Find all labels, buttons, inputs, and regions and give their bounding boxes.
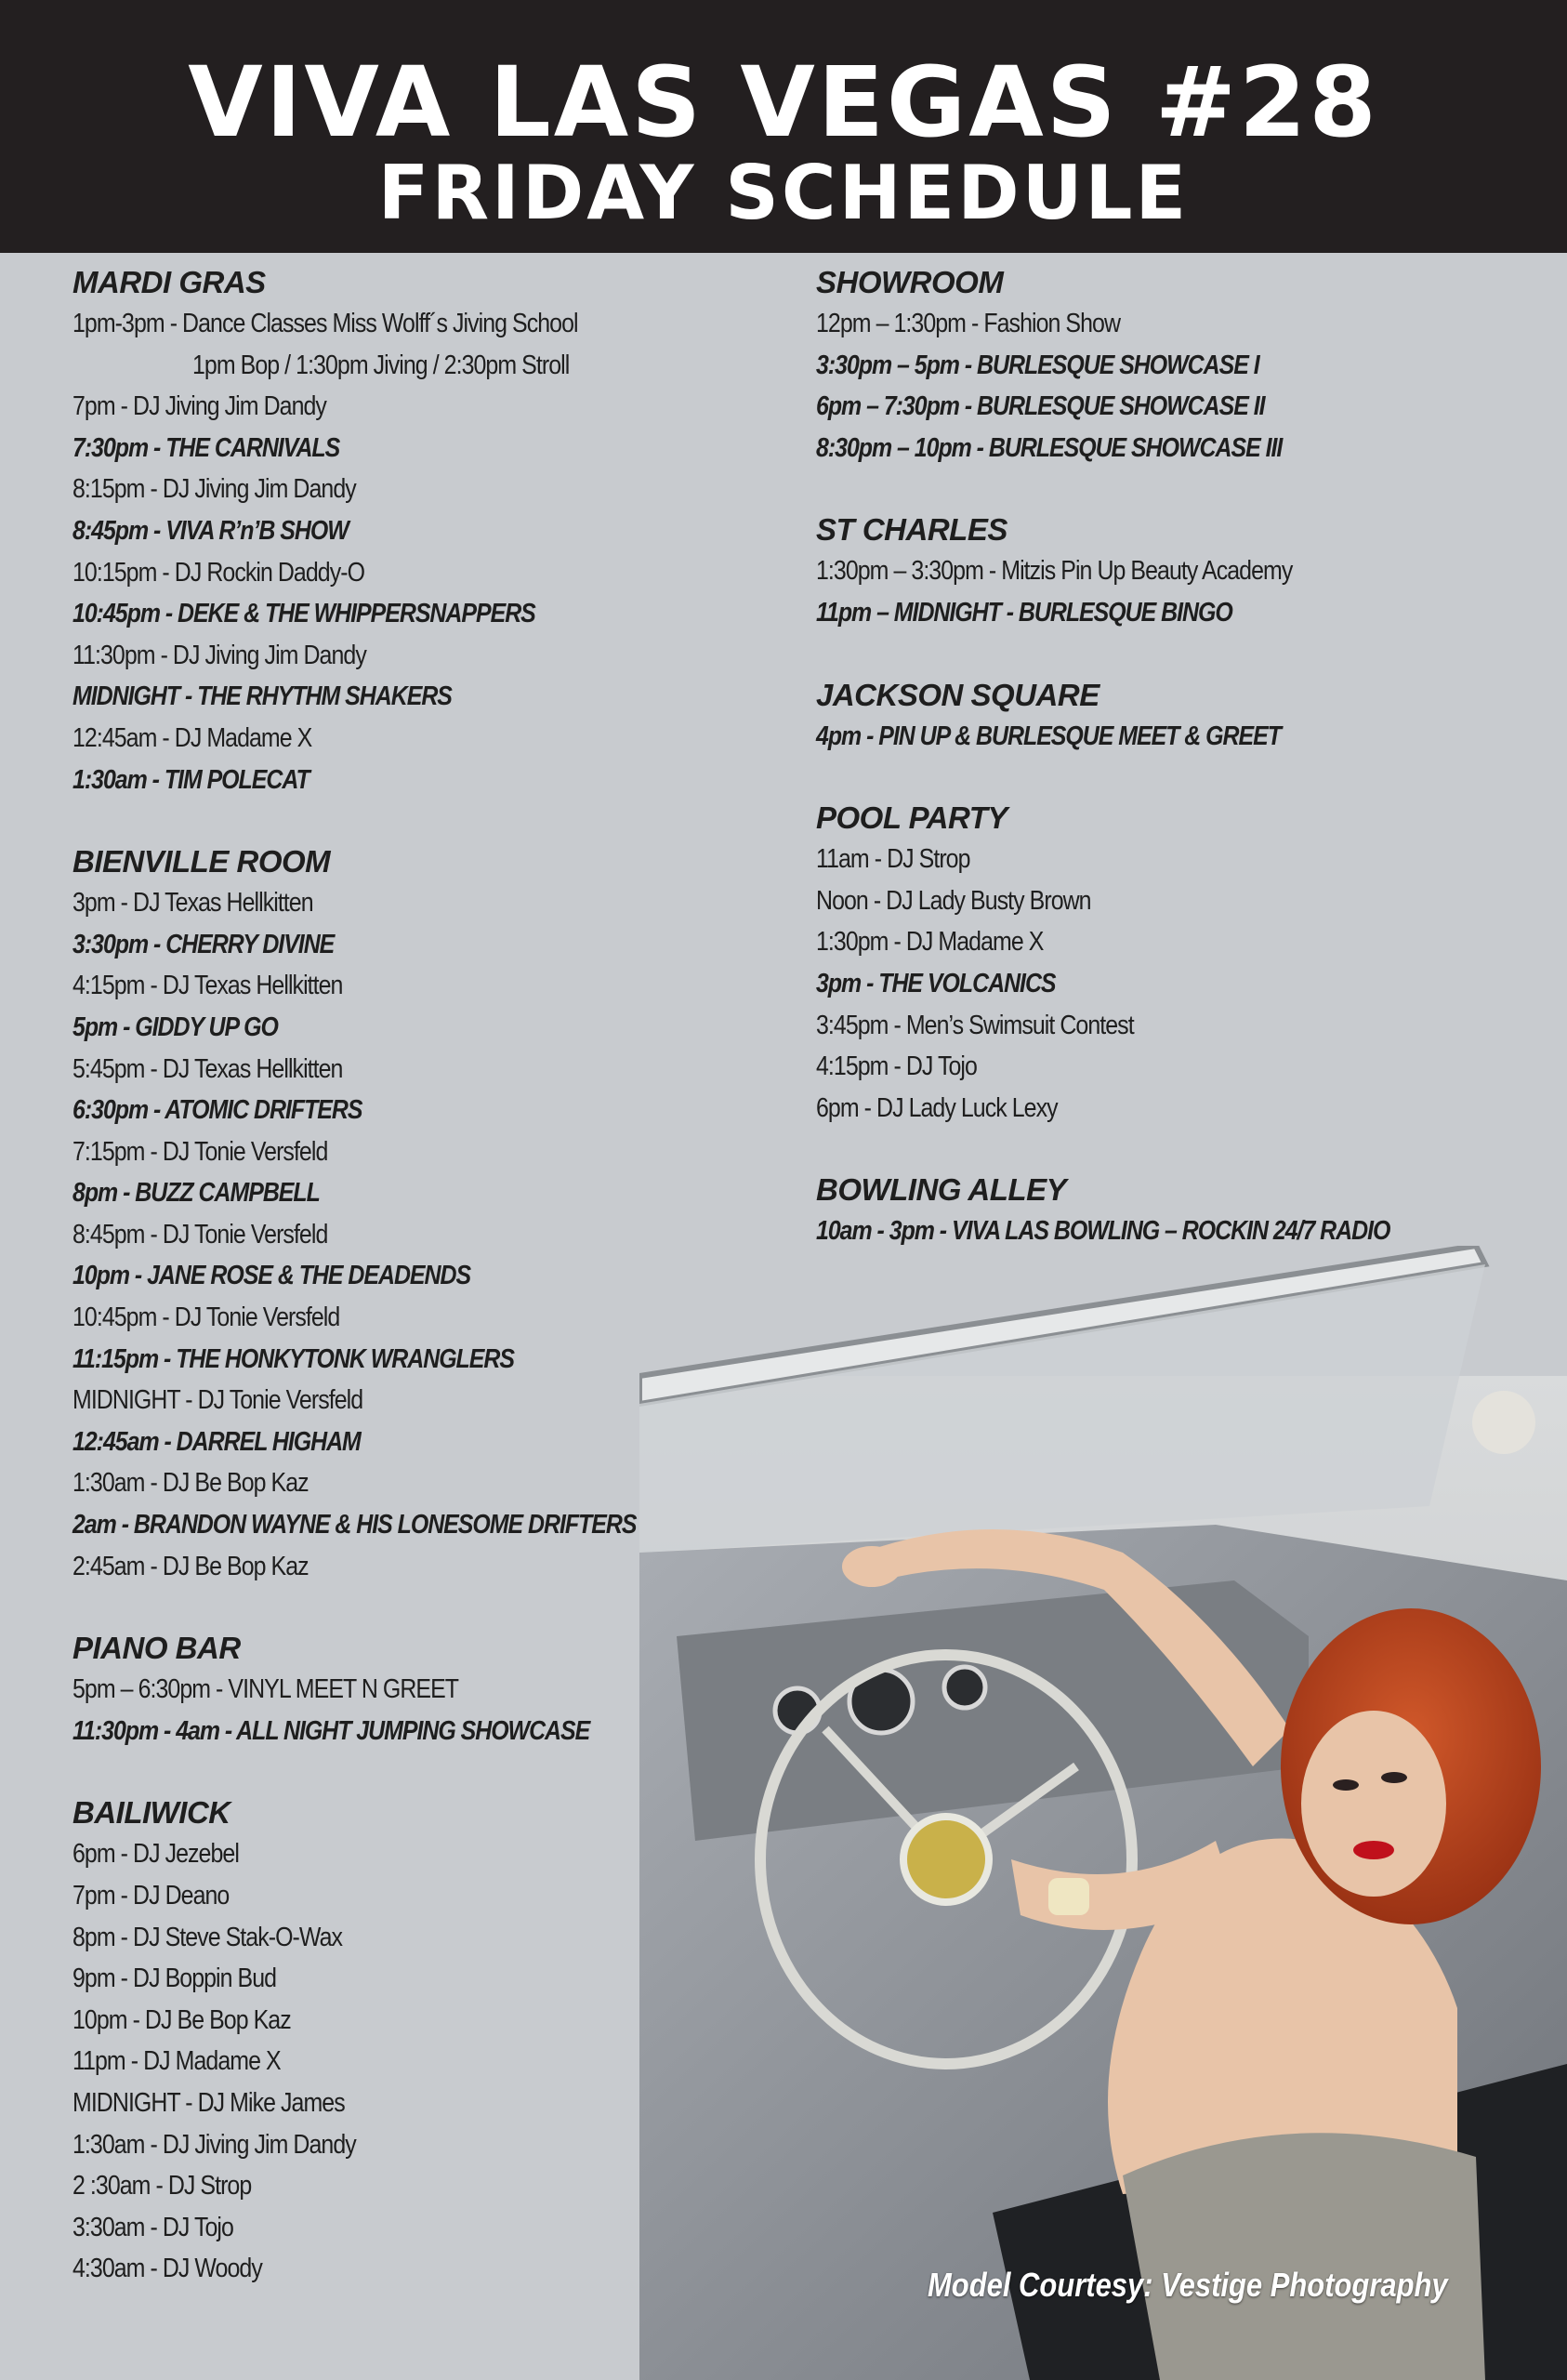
- schedule-list: [72, 1833, 639, 2290]
- schedule-item: 5pm – 6:30pm - VINYL MEET N GREET: [72, 1674, 459, 1705]
- section-title: PIANO BAR: [72, 1631, 241, 1666]
- schedule-item: 11am - DJ Strop: [816, 844, 970, 875]
- schedule-item: 7pm - DJ Jiving Jim Dandy: [72, 391, 326, 422]
- section-title: ST CHARLES: [816, 512, 1007, 548]
- schedule-item: 10pm - DJ Be Bop Kaz: [72, 2004, 291, 2035]
- section-bienville-room: [72, 841, 639, 1587]
- section-pool-party: [816, 798, 1541, 1129]
- schedule-list: [72, 882, 639, 1587]
- schedule-item: 3pm - THE VOLCANICS: [816, 968, 1056, 998]
- schedule-item: 7:15pm - DJ Tonie Versfeld: [72, 1136, 328, 1167]
- section-mardi-gras: [72, 262, 639, 800]
- section-title: POOL PARTY: [816, 800, 1007, 836]
- page-subtitle: FRIDAY SCHEDULE: [377, 150, 1190, 236]
- schedule-item: 1:30am - TIM POLECAT: [72, 764, 309, 795]
- horn-button: [903, 1817, 989, 1902]
- schedule-item: 6pm - DJ Lady Luck Lexy: [816, 1092, 1058, 1123]
- gauge-icon: [944, 1667, 985, 1708]
- schedule-item: 2am - BRANDON WAYNE & HIS LONESOME DRIFTERS: [72, 1510, 637, 1540]
- schedule-item: 3:45pm - Men’s Swimsuit Contest: [816, 1010, 1134, 1040]
- schedule-item: 11pm - DJ Madame X: [72, 2046, 281, 2077]
- schedule-item: 5pm - GIDDY UP GO: [72, 1012, 278, 1042]
- photo-credit: Model Courtesy: Vestige Photography: [928, 2266, 1448, 2304]
- schedule-list: [816, 839, 1541, 1129]
- schedule-item: 2:45am - DJ Be Bop Kaz: [72, 1551, 309, 1581]
- model-eye: [1381, 1772, 1407, 1783]
- section-title: BIENVILLE ROOM: [72, 844, 331, 879]
- schedule-item: 6pm – 7:30pm - BURLESQUE SHOWCASE II: [816, 391, 1265, 422]
- schedule-list: [72, 303, 639, 800]
- schedule-item: Noon - DJ Lady Busty Brown: [816, 885, 1091, 916]
- schedule-item: 11:15pm - THE HONKYTONK WRANGLERS: [72, 1343, 514, 1374]
- schedule-item: 10:45pm - DJ Tonie Versfeld: [72, 1302, 340, 1333]
- schedule-item: 11:30pm - 4am - ALL NIGHT JUMPING SHOWCASE: [72, 1715, 590, 1746]
- right-column: [816, 262, 1541, 1293]
- schedule-item: 11pm – MIDNIGHT - BURLESQUE BINGO: [816, 597, 1232, 628]
- page-header: [0, 0, 1567, 253]
- schedule-item: 1:30am - DJ Be Bop Kaz: [72, 1468, 309, 1499]
- schedule-list: [816, 303, 1541, 469]
- car-mirror: [1472, 1391, 1535, 1454]
- schedule-list: [816, 716, 1541, 758]
- schedule-item: MIDNIGHT - DJ Mike James: [72, 2087, 345, 2118]
- model-gown: [1123, 2133, 1485, 2380]
- schedule-item: 1:30am - DJ Jiving Jim Dandy: [72, 2129, 356, 2160]
- section-title: SHOWROOM: [816, 265, 1004, 299]
- schedule-item: 4:30am - DJ Woody: [72, 2254, 262, 2284]
- schedule-item: 4:15pm - DJ Texas Hellkitten: [72, 971, 343, 1001]
- schedule-item: 8:30pm – 10pm - BURLESQUE SHOWCASE III: [816, 432, 1283, 463]
- section-title: JACKSON SQUARE: [816, 677, 1100, 712]
- section-showroom: [816, 262, 1541, 469]
- section-title: MARDI GRAS: [72, 265, 266, 299]
- schedule-item: 12pm – 1:30pm - Fashion Show: [816, 309, 1121, 338]
- model-car-photo: [639, 1246, 1567, 2380]
- schedule-item: 4:15pm - DJ Tojo: [816, 1051, 977, 1082]
- schedule-item: MIDNIGHT - THE RHYTHM SHAKERS: [72, 681, 452, 712]
- model-hand: [842, 1546, 902, 1587]
- schedule-item: 8:45pm - VIVA R’n’B SHOW: [72, 515, 349, 546]
- schedule-item: 6:30pm - ATOMIC DRIFTERS: [72, 1095, 362, 1126]
- schedule-item: 11:30pm - DJ Jiving Jim Dandy: [72, 640, 366, 670]
- schedule-item: 10:15pm - DJ Rockin Daddy-O: [72, 557, 365, 588]
- schedule-item: 10:45pm - DEKE & THE WHIPPERSNAPPERS: [72, 599, 535, 629]
- section-bowling-alley: [816, 1170, 1541, 1252]
- schedule-item: 3:30pm – 5pm - BURLESQUE SHOWCASE I: [816, 350, 1259, 380]
- schedule-item: MIDNIGHT - DJ Tonie Versfeld: [72, 1385, 363, 1416]
- schedule-item: 10pm - JANE ROSE & THE DEADENDS: [72, 1261, 471, 1291]
- schedule-item: 1pm Bop / 1:30pm Jiving / 2:30pm Stroll: [192, 350, 570, 380]
- page-title: VIVA LAS VEGAS #28: [188, 46, 1379, 159]
- schedule-list: [72, 1669, 639, 1752]
- model-bracelet: [1048, 1878, 1089, 1915]
- schedule-list: [816, 550, 1541, 633]
- section-piano-bar: [72, 1628, 639, 1752]
- schedule-item: 1:30pm - DJ Madame X: [816, 927, 1044, 958]
- section-title: BAILIWICK: [72, 1795, 230, 1831]
- schedule-item: 3:30am - DJ Tojo: [72, 2212, 233, 2242]
- schedule-item: 1pm-3pm - Dance Classes Miss Wolff´s Jiving School: [72, 309, 578, 338]
- schedule-item: 12:45am - DARREL HIGHAM: [72, 1426, 361, 1457]
- section-jackson-square: [816, 675, 1541, 758]
- schedule-item: 2 :30am - DJ Strop: [72, 2171, 252, 2202]
- schedule-item: 8:15pm - DJ Jiving Jim Dandy: [72, 474, 356, 505]
- schedule-item: 1:30pm – 3:30pm - Mitzis Pin Up Beauty Academy: [816, 556, 1293, 587]
- model-face: [1301, 1711, 1446, 1897]
- schedule-item: 8:45pm - DJ Tonie Versfeld: [72, 1219, 328, 1250]
- schedule-item: 12:45am - DJ Madame X: [72, 722, 312, 753]
- left-column: [72, 262, 639, 2331]
- model-eye: [1333, 1779, 1359, 1791]
- schedule-item: 3pm - DJ Texas Hellkitten: [72, 888, 313, 919]
- section-bailiwick: [72, 1792, 639, 2290]
- schedule-item: 5:45pm - DJ Texas Hellkitten: [72, 1053, 343, 1084]
- schedule-item: 7:30pm - THE CARNIVALS: [72, 432, 340, 463]
- section-title: BOWLING ALLEY: [816, 1172, 1067, 1208]
- schedule-item: 8pm - BUZZ CAMPBELL: [72, 1178, 320, 1209]
- schedule-item: 3:30pm - CHERRY DIVINE: [72, 929, 335, 959]
- section-st-charles: [816, 509, 1541, 633]
- schedule-item: 6pm - DJ Jezebel: [72, 1839, 239, 1870]
- schedule-item: 7pm - DJ Deano: [72, 1881, 230, 1911]
- schedule-item: 8pm - DJ Steve Stak-O-Wax: [72, 1922, 343, 1952]
- model-lips: [1353, 1841, 1394, 1859]
- schedule-item: 4pm - PIN UP & BURLESQUE MEET & GREET: [816, 721, 1281, 751]
- schedule-item: 10am - 3pm - VIVA LAS BOWLING – ROCKIN 24/7 RADIO: [816, 1216, 1390, 1247]
- schedule-item: 9pm - DJ Boppin Bud: [72, 1964, 277, 1994]
